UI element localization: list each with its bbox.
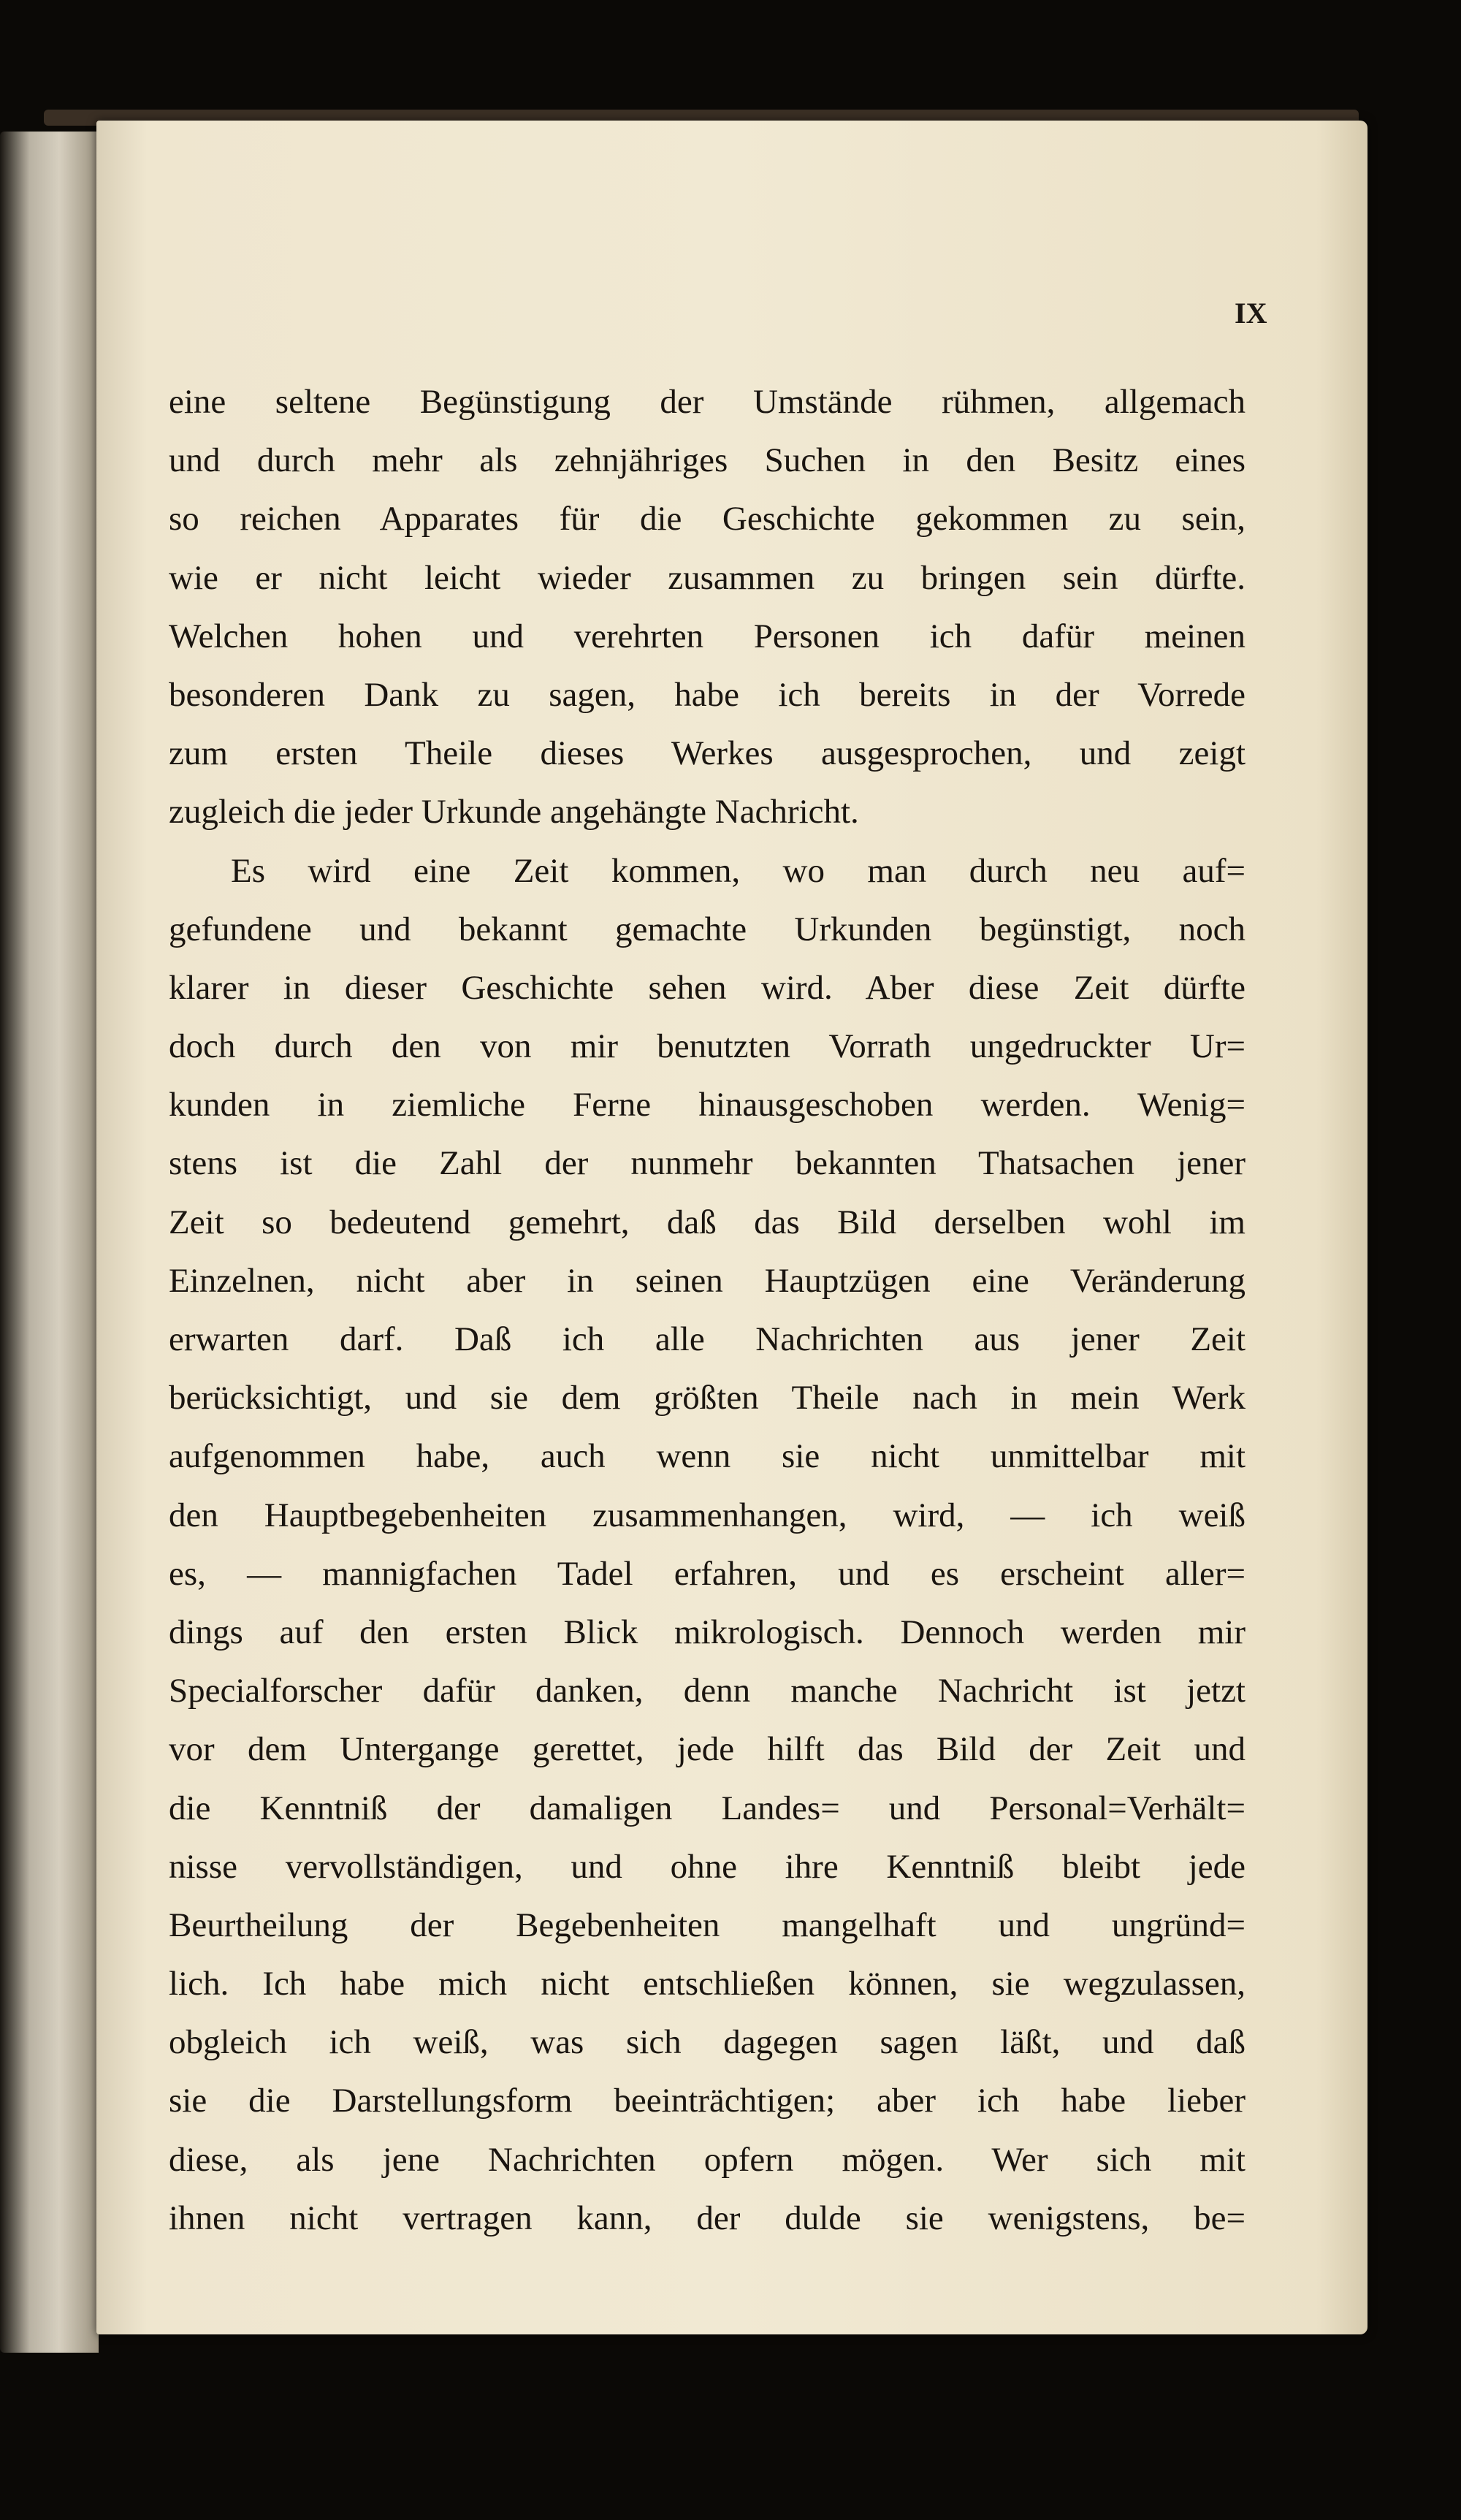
text-line: gefundene und bekannt gemachte Urkunden begünstigt, noch <box>169 910 1246 948</box>
text-line: dings auf den ersten Blick mikrologisch. Dennoch werden mir <box>169 1613 1246 1651</box>
text-line: erwarten darf. Daß ich alle Nachrichten aus jener Zeit <box>169 1320 1246 1358</box>
text-line: ihnen nicht vertragen kann, der dulde sie wenigstens, be= <box>169 2199 1246 2237</box>
body-text <box>169 373 1246 2247</box>
text-line: kunden in ziemliche Ferne hinausgeschoben werden. Wenig= <box>169 1086 1246 1124</box>
text-line: Beurtheilung der Begebenheiten mangelhaft und ungründ= <box>169 1906 1246 1944</box>
text-line: besonderen Dank zu sagen, habe ich bereits in der Vorrede <box>169 675 1246 714</box>
text-line: zugleich die jeder Urkunde angehängte Nachricht. <box>169 793 859 831</box>
text-line: es, — mannigfachen Tadel erfahren, und es erscheint aller= <box>169 1554 1246 1593</box>
text-line: zum ersten Theile dieses Werkes ausgesprochen, und zeigt <box>169 734 1246 773</box>
text-line: eine seltene Begünstigung der Umstände rühmen, allgemach <box>169 383 1246 421</box>
page-number: IX <box>1235 297 1267 330</box>
text-line: Specialforscher dafür danken, denn manche Nachricht ist jetzt <box>169 1672 1246 1710</box>
text-line: nisse vervollständigen, und ohne ihre Kenntniß bleibt jede <box>169 1847 1246 1886</box>
facing-page-edge <box>0 132 99 2353</box>
text-line: Welchen hohen und verehrten Personen ich dafür meinen <box>169 617 1246 655</box>
text-line: stens ist die Zahl der nunmehr bekannten Thatsachen jener <box>169 1144 1246 1183</box>
text-line: Zeit so bedeutend gemehrt, daß das Bild derselben wohl im <box>169 1203 1246 1241</box>
text-line: obgleich ich weiß, was sich dagegen sagen läßt, und daß <box>169 2023 1246 2062</box>
text-line: aufgenommen habe, auch wenn sie nicht unmittelbar mit <box>169 1437 1246 1476</box>
text-line: und durch mehr als zehnjähriges Suchen in den Besitz eines <box>169 441 1246 480</box>
text-line: berücksichtigt, und sie dem größten Theile nach in mein Werk <box>169 1379 1246 1417</box>
text-line: lich. Ich habe mich nicht entschließen können, sie wegzulassen, <box>169 1965 1246 2003</box>
text-line: doch durch den von mir benutzten Vorrath ungedruckter Ur= <box>169 1027 1246 1066</box>
text-line: die Kenntniß der damaligen Landes= und Personal=Verhält= <box>169 1789 1246 1827</box>
text-line: den Hauptbegebenheiten zusammenhangen, wird, — ich weiß <box>169 1496 1246 1534</box>
text-line: vor dem Untergange gerettet, jede hilft das Bild der Zeit und <box>169 1730 1246 1769</box>
text-line: klarer in dieser Geschichte sehen wird. Aber diese Zeit dürfte <box>169 968 1246 1007</box>
text-line: wie er nicht leicht wieder zusammen zu bringen sein dürfte. <box>169 558 1246 597</box>
text-line: sie die Darstellungsform beeinträchtigen; aber ich habe lieber <box>169 2082 1246 2120</box>
text-line: Es wird eine Zeit kommen, wo man durch neu auf= <box>231 851 1246 890</box>
text-line: so reichen Apparates für die Geschichte gekommen zu sein, <box>169 500 1246 538</box>
text-line: Einzelnen, nicht aber in seinen Hauptzügen eine Veränderung <box>169 1261 1246 1300</box>
text-line: diese, als jene Nachrichten opfern mögen. Wer sich mit <box>169 2140 1246 2179</box>
